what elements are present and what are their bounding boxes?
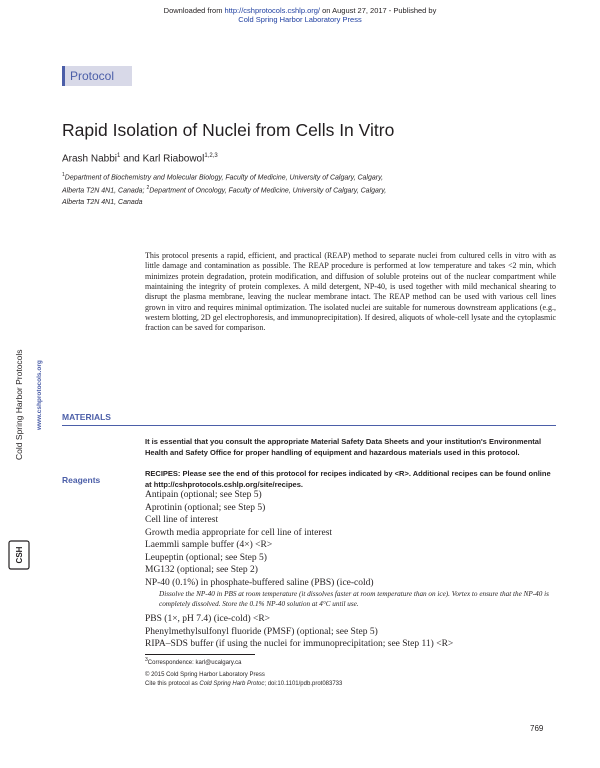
citation (145, 680, 445, 689)
sidebar-press-name: Cold Spring Harbor Protocols (14, 349, 24, 460)
list-item: NP-40 (0.1%) in phosphate-buffered saline (PBS) (ice-cold) (145, 577, 374, 588)
download-header (0, 6, 600, 24)
csh-logo-icon (8, 540, 30, 570)
protocol-tab-label: Protocol (70, 69, 115, 83)
list-item: Cell line of interest (145, 515, 219, 525)
affil-2-sup: 2 (146, 185, 150, 192)
author-conjunction: and (120, 153, 143, 165)
list-item: Laemmli sample buffer (4×) <R> (145, 540, 273, 550)
correspondence (145, 656, 445, 668)
author-2-sup: 1,2,3 (204, 153, 218, 159)
logo-text: CSH (15, 546, 24, 564)
download-prefix: Downloaded from (163, 6, 225, 15)
list-item: Growth media appropriate for cell line of interest (145, 527, 333, 538)
publisher-link[interactable]: Cold Spring Harbor Laboratory Press (238, 15, 362, 24)
list-item: Aprotinin (optional; see Step 5) (145, 502, 266, 513)
article-title: Rapid Isolation of Nuclei from Cells In Vitro (62, 120, 395, 140)
abstract: This protocol presents a rapid, efficient, and practical (REAP) method to separate nuclei from cultured cells in vitro with as little damage and contamination as possible. The REAP procedure is performed at low temperature and takes <2 min, which minimizes protein degradation, protein modification, and diffusion of soluble proteins out of the nuclear compartment while maintaining the integrity of protein complexes. A mild detergent, NP-40, is used together with mild mechanical shearing to disrupt the plasma membrane, leaving the nuclear membrane intact. The REAP method can be used with various cell lines grown in vitro and requires minimal optimization. The isolated nuclei are suitable for numerous downstream applications (e.g., western blotting, 2D gel electrophoresis, and immunoprecipitation). If desired, aliquots of whole-cell lysate and the cytoplasmic fraction can be saved for comparison. (145, 251, 556, 333)
download-url-link[interactable]: http://cshprotocols.cshlp.org/ (224, 6, 320, 15)
reagents-list (145, 489, 556, 651)
list-item: Leupeptin (optional; see Step 5) (145, 552, 267, 563)
author-2: Karl Riabowol (142, 153, 205, 165)
safety-warning: It is essential that you consult the appropriate Material Safety Data Sheets and your institution's Environmental Health and Safety Office for proper handling of equipment and hazardous materials used in this protocol. (145, 437, 542, 457)
author-1-sup: 1 (117, 153, 121, 159)
author-1: Arash Nabbi (62, 153, 118, 165)
download-line-1 (0, 6, 600, 15)
footnote-sup: 3 (145, 657, 148, 663)
cite-doi: ; doi:10.1101/pdb.prot083733 (264, 681, 343, 687)
recipes-note: RECIPES: Please see the end of this protocol for recipes indicated by <R>. Additional recipes can be found online at http://cshprotocols.cshlp.org/site/recipes. (145, 469, 551, 489)
affiliation-1: Department of Biochemistry and Molecular Biology, Faculty of Medicine, University of Calgary, Calgary, Alberta T2N 4N1, Canada; (62, 174, 384, 195)
list-item: PBS (1×, pH 7.4) (ice-cold) <R> (145, 614, 271, 624)
page-number: 769 (530, 724, 544, 733)
sidebar-url-link[interactable]: www.cshprotocols.org (36, 360, 43, 430)
footnote (145, 656, 445, 689)
footnote-rule (145, 654, 255, 655)
correspondence-text: Correspondence: karl@ucalgary.ca (147, 660, 242, 666)
protocol-tab (62, 66, 132, 86)
author-line (62, 153, 218, 164)
affil-1-sup: 1 (62, 172, 65, 178)
np40-note: Dissolve the NP-40 in PBS at room temperature (it dissolves faster at room temperature than on ice). Vortex to ensure that the NP-40 is completely dissolved. Store the 0.1% NP-40 solution at 4°C until use. (159, 590, 549, 608)
cite-journal: Cold Spring Harb Protoc (199, 681, 265, 687)
download-suffix: on August 27, 2017 - Published by (320, 6, 437, 15)
list-item: MG132 (optional; see Step 2) (145, 565, 258, 575)
materials-heading: MATERIALS (62, 412, 111, 422)
list-item: Antipain (optional; see Step 5) (145, 490, 262, 500)
protocol-tab-bar (62, 66, 65, 86)
affiliations (62, 170, 402, 208)
copyright: © 2015 Cold Spring Harbor Laboratory Press (145, 672, 265, 678)
affiliation-2: Department of Oncology, Faculty of Medicine, University of Calgary, Calgary, Alberta T2N 4N1, Canada (62, 187, 387, 206)
materials-rule (62, 425, 556, 426)
list-item: RIPA–SDS buffer (if using the nuclei for immunoprecipitation; see Step 11) <R> (145, 639, 454, 649)
reagents-heading: Reagents (62, 475, 101, 485)
cite-prefix: Cite this protocol as (145, 681, 200, 687)
list-item: Phenylmethylsulfonyl fluoride (PMSF) (optional; see Step 5) (145, 626, 378, 637)
